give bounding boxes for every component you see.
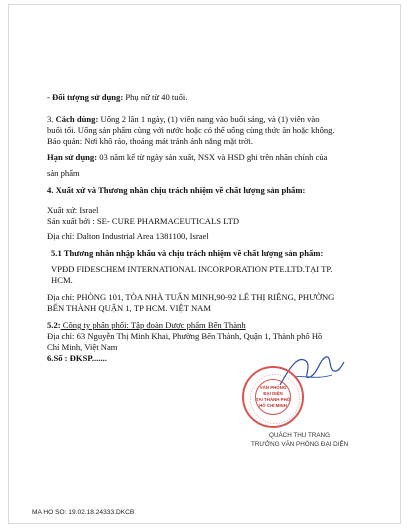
storage-line: Bảo quản: Nơi khô ráo, thoáng mát tránh ánh nắng mặt trời. <box>47 136 253 146</box>
signer-title: TRƯỞNG VĂN PHÒNG ĐẠI DIỆN <box>251 441 349 448</box>
usage-line-1 <box>47 114 320 125</box>
usage-number: 3. <box>47 114 56 124</box>
shelf-life-line-1 <box>47 152 328 163</box>
origin-line: Xuất xứ: Israel <box>47 205 99 215</box>
importer-address-line-1: Địa chỉ: PHÒNG 101, TÒA NHÀ TUẤN MINH,90-92 LÊ THỊ RIÊNG, PHƯỜNG <box>47 292 335 302</box>
stamp-line-3: TẠI THÀNH PHỐ <box>255 397 291 402</box>
stamp-line-1: VĂN PHÒNG <box>259 385 287 390</box>
section52-label: 5.2: <box>47 320 61 330</box>
importer-address-line-2: BẾN THÀNH QUẬN 1, TP HCM. VIỆT NAM <box>47 303 212 313</box>
official-stamp <box>242 366 304 428</box>
distributor-address-line-1: Địa chỉ: 63 Nguyễn Thị Minh Khai, Phường Bến Thành, Quận 1, Thành phố Hồ <box>47 331 323 341</box>
distributor-text: Công ty phân phối: Tập đoàn Dược phẩm Bến Thành <box>60 320 246 330</box>
signer-name: QUÁCH THU TRANG <box>269 432 330 439</box>
target-value: Phụ nữ từ 40 tuổi. <box>123 92 188 102</box>
usage-text-1: Uống 2 lần 1 ngày, (1) viên nang vào buổi sáng, và (1) viên vào <box>98 114 320 124</box>
target-label: - Đối tượng sử dụng: <box>47 92 124 102</box>
section51-heading: 5.1 Thương nhân nhập khẩu và chịu trách nhiệm về chất lượng sản phẩm: <box>51 248 324 258</box>
distributor-line <box>47 320 246 331</box>
usage-label: Cách dùng: <box>55 114 99 124</box>
importer-line-2: HCM. <box>51 275 73 285</box>
importer-line-1: VPĐD FIDESCHEM INTERNATIONAL INCORPORATION PTE.LTD.TẠI TP. <box>51 264 333 274</box>
target-audience <box>47 92 187 103</box>
section4-heading: 4. Xuất xứ và Thương nhân chịu trách nhiệm về chất lượng sản phẩm: <box>47 185 306 195</box>
stamp-line-2: ĐẠI DIỆN <box>263 391 283 396</box>
file-code-footer: MA HO SO: 19.02.18.24333.DKCB <box>32 509 135 516</box>
shelf-life-line-2: sản phẩm <box>47 168 80 178</box>
section6-line: 6.Số : ĐKSP....... <box>47 353 107 363</box>
stamp-line-4: HỒ CHÍ MINH <box>259 403 287 408</box>
producer-line: Sản xuất bởi : SE- CURE PHARMACEUTICALS LTD <box>47 216 240 226</box>
producer-address-line: Địa chỉ: Dalton Industrial Area 1381100, Israel <box>47 231 209 241</box>
usage-line-2: buổi tối. Uống sản phẩm cùng với nước hoặc có thể uống cùng thức ăn hoặc không. <box>47 125 335 135</box>
shelf-life-label: Hạn sử dụng: <box>47 152 98 162</box>
distributor-address-line-2: Chí Minh, Việt Nam <box>47 342 118 352</box>
shelf-life-text-1: 03 năm kể từ ngày sản xuất, NSX và HSD ghi trên nhãn chính của <box>97 152 328 162</box>
